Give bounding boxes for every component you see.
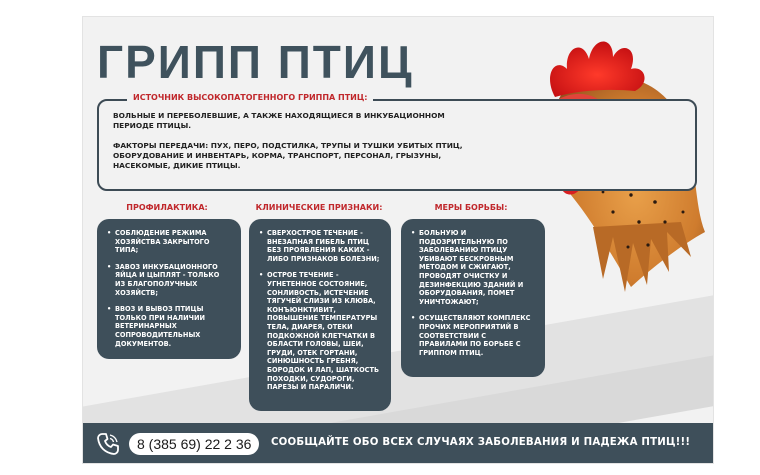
symptoms-heading: КЛИНИЧЕСКИЕ ПРИЗНАКИ: [255,203,383,212]
symptoms-card [249,219,391,411]
prevention-card [97,219,241,359]
list-item: • ЗАВОЗ ИНКУБАЦИОННОГО ЯЙЦА И ЦЫПЛЯТ - ТОЛЬКО ИЗ БЛАГОПОЛУЧНЫХ ХОЗЯЙСТВ; [115,263,231,297]
list-item: • ОСУЩЕСТВЛЯЮТ КОМПЛЕКС ПРОЧИХ МЕРОПРИЯТИЙ В СООТВЕТСТВИИ С ПРАВИЛАМИ ПО БОРЬБЕ С ГРИППОМ ПТИЦ. [419,314,535,357]
footer-bar [83,423,714,464]
phone-icon [95,431,121,457]
source-text: ВОЛЬНЫЕ И ПЕРЕБОЛЕВШИЕ, А ТАКЖЕ НАХОДЯЩИЕСЯ В ИНКУБАЦИОННОМ ПЕРИОДЕ ПТИЦЫ. [113,111,445,130]
footer-message: СООБЩАЙТЕ ОБО ВСЕХ СЛУЧАЯХ ЗАБОЛЕВАНИЯ И ПАДЕЖА ПТИЦ!!! [271,437,691,448]
list-item: • ВВОЗ И ВЫВОЗ ПТИЦЫ ТОЛЬКО ПРИ НАЛИЧИИ ВЕТЕРИНАРНЫХ СОПРОВОДИТЕЛЬНЫХ ДОКУМЕНТОВ. [115,305,231,348]
list-item: • ОСТРОЕ ТЕЧЕНИЕ - УГНЕТЕННОЕ СОСТОЯНИЕ, СОНЛИВОСТЬ, ИСТЕЧЕНИЕ ТЯГУЧЕЙ СЛИЗИ ИЗ КЛЮВА, КОНЪЮНКТИВИТ, ПОВЫШЕНИЕ ТЕМПЕРАТУРЫ ТЕЛА, ДИАРЕЯ, ОТЕКИ ПОДКОЖНОЙ КЛЕТЧАТКИ В ОБЛАСТИ ГОЛОВЫ, ШЕИ, ГРУДИ, ОТЕК ГОРТАНИ, СИНЮШНОСТЬ ГРЕБНЯ, БОРОДОК И ЛАП, ШАТКОСТЬ ПОХОДКИ, СУДОРОГИ, ПАРЕЗЫ И ПАРАЛИЧИ. [267,271,381,391]
phone-number: 8 (385 69) 22 2 36 [129,433,259,455]
control-measures-card [401,219,545,377]
page-title: ГРИПП ПТИЦ [97,36,414,88]
poster [82,16,714,464]
list-item: • БОЛЬНУЮ И ПОДОЗРИТЕЛЬНУЮ ПО ЗАБОЛЕВАНИЮ ПТИЦУ УБИВАЮТ БЕСКРОВНЫМ МЕТОДОМ И СЖИГАЮТ, ПРОВОДЯТ ОЧИСТКУ И ДЕЗИНФЕКЦИЮ ЗДАНИЙ И ОБОРУДОВАНИЯ, ПОМЕТ УНИЧТОЖАЮТ; [419,229,535,306]
prevention-heading: ПРОФИЛАКТИКА: [126,203,208,212]
transmission-factors-text: ФАКТОРЫ ПЕРЕДАЧИ: ПУХ, ПЕРО, ПОДСТИЛКА, ТРУПЫ И ТУШКИ УБИТЫХ ПТИЦ, ОБОРУДОВАНИЕ И ИНВЕНТАРЬ, КОРМА, ТРАНСПОРТ, ПЕРСОНАЛ, ГРЫЗУНЫ, НАСЕКОМЫЕ, ДИКИЕ ПТИЦЫ. [113,141,463,170]
list-item: • СОБЛЮДЕНИЕ РЕЖИМА ХОЗЯЙСТВА ЗАКРЫТОГО ТИПА; [115,229,231,255]
source-label: ИСТОЧНИК ВЫСОКОПАТОГЕННОГО ГРИППА ПТИЦ: [127,93,373,102]
control-measures-heading: МЕРЫ БОРЬБЫ: [434,203,508,212]
source-info-box [97,93,697,191]
list-item: • СВЕРХОСТРОЕ ТЕЧЕНИЕ - ВНЕЗАПНАЯ ГИБЕЛЬ ПТИЦ БЕЗ ПРОЯВЛЕНИЯ КАКИХ - ЛИБО ПРИЗНАКОВ БОЛЕЗНИ; [267,229,381,263]
